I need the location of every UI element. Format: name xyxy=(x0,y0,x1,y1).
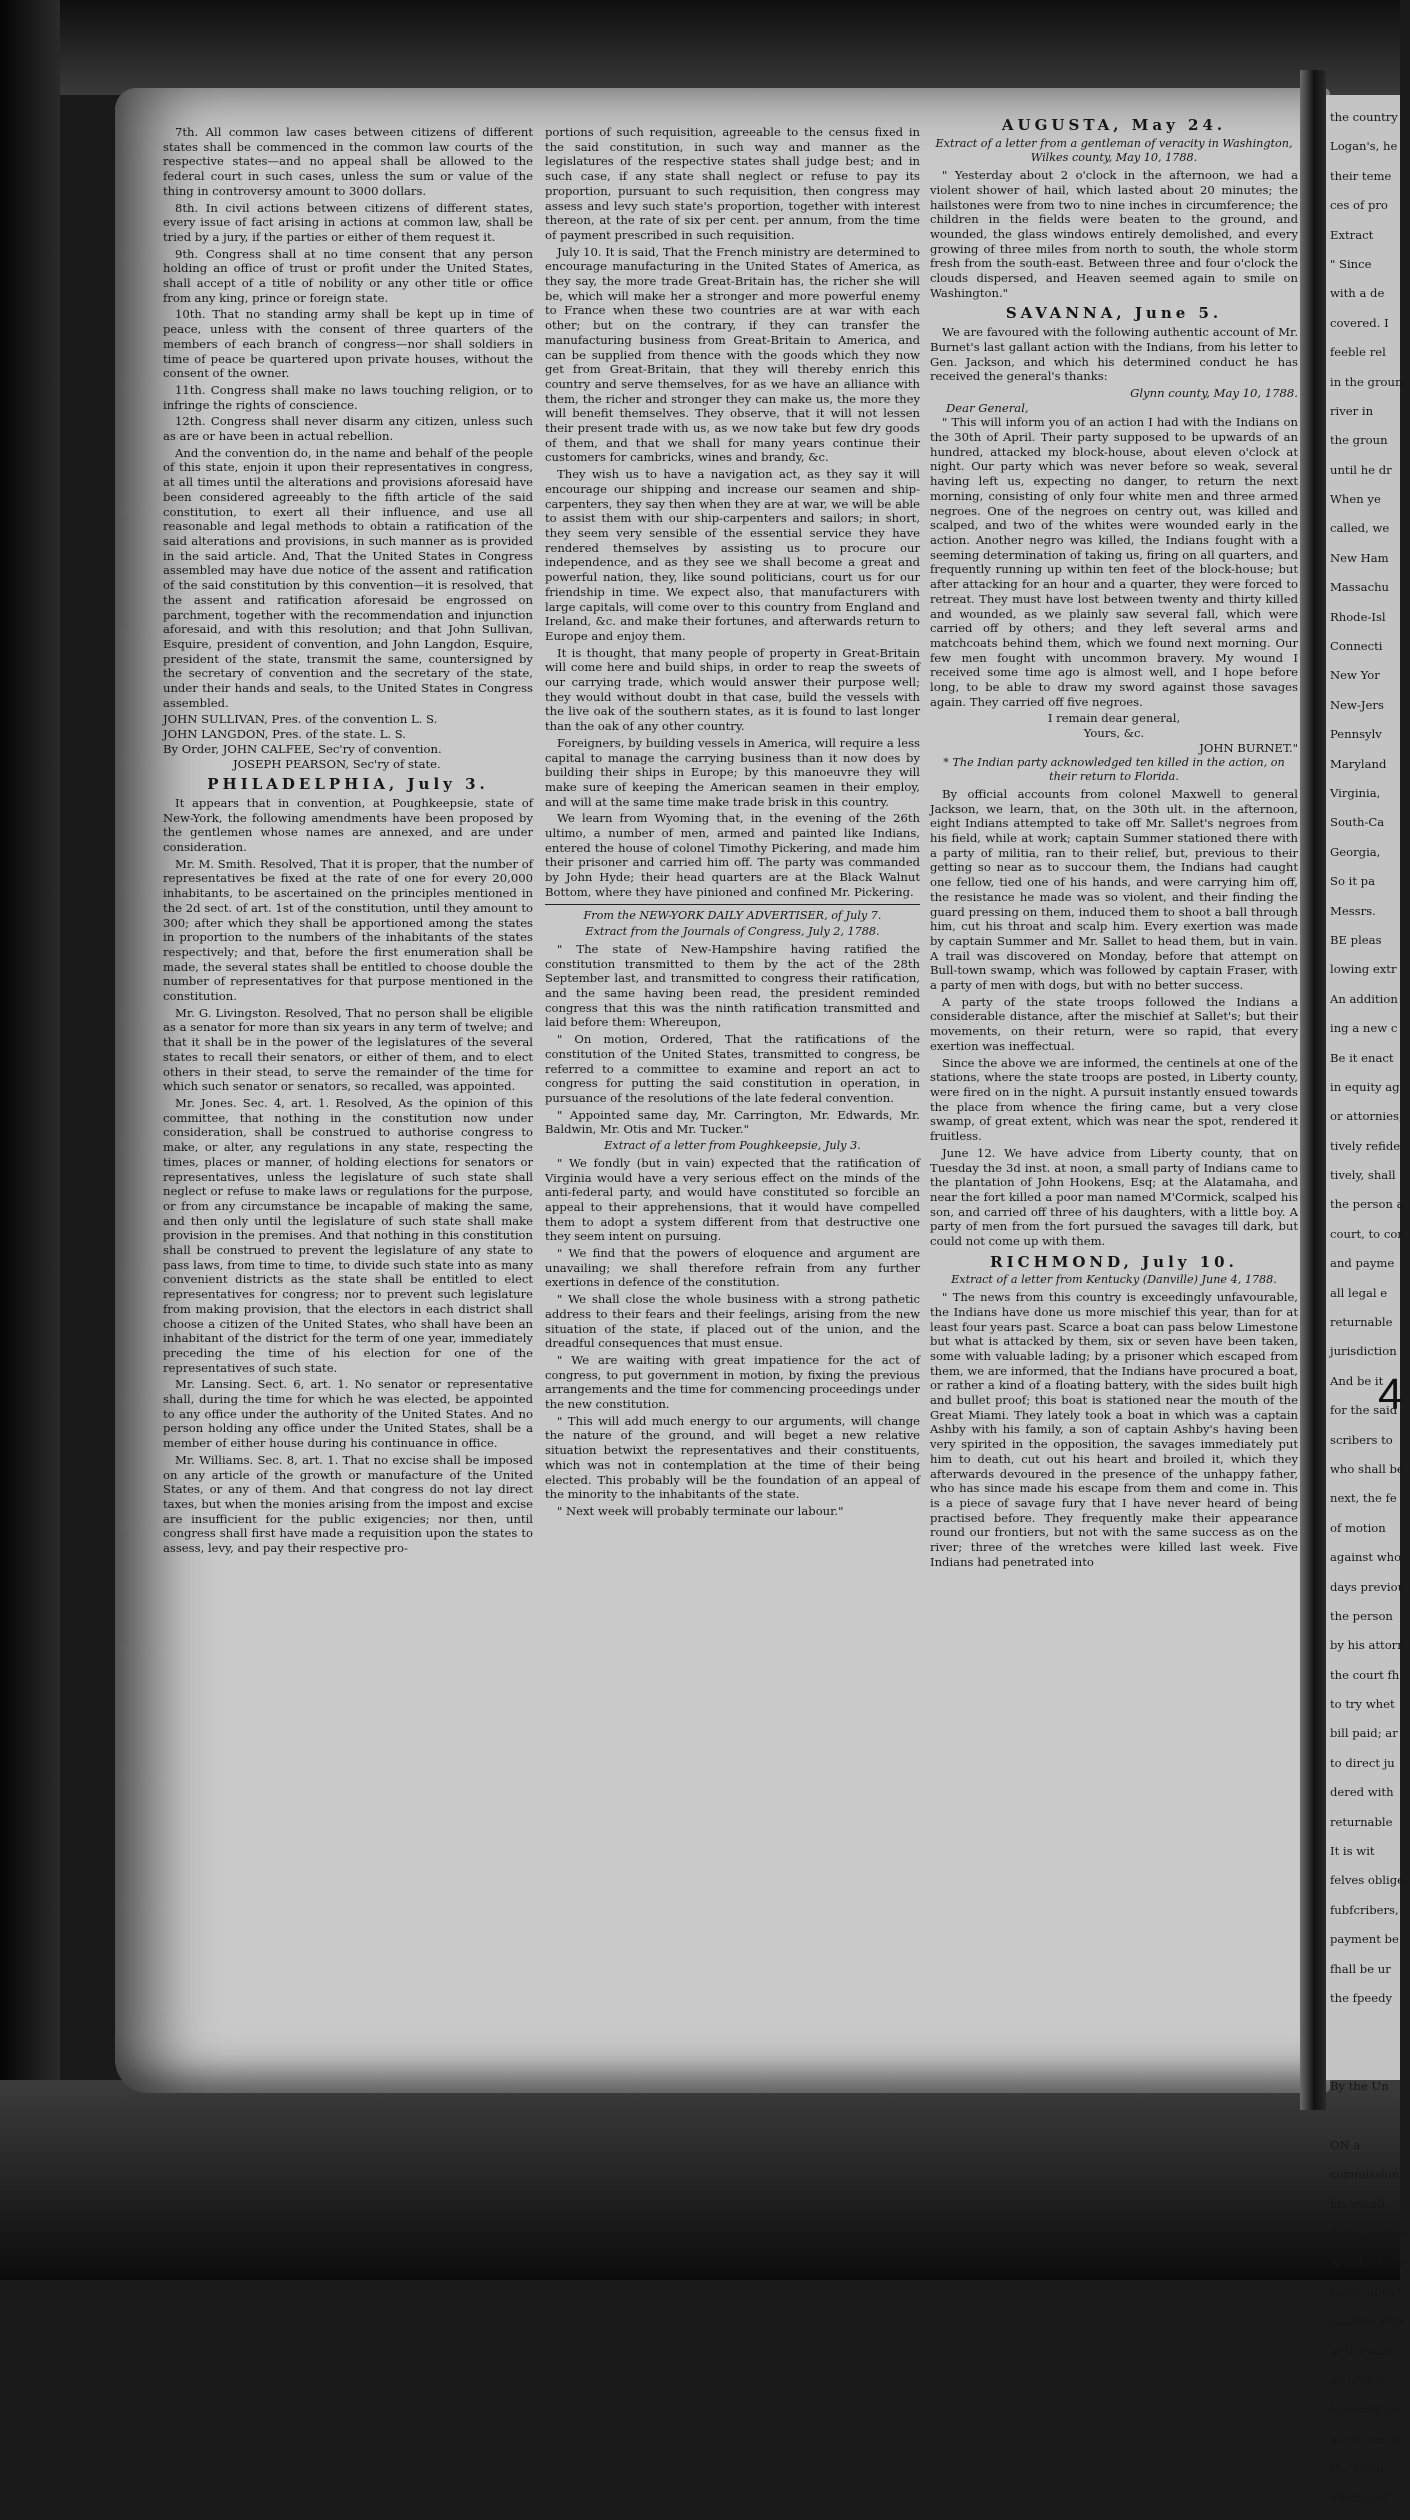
facing-page-line: Messrs. xyxy=(1330,903,1376,918)
article-paragraph: 9th. Congress shall at no time consent that any person holding an office of trust or profit under the United States, shall accept of a title of nobility or any other title or office from any king, prince or foreign state. xyxy=(163,246,533,305)
article-paragraph: " On motion, Ordered, That the ratifications of the constitution of the United States, transmitted to congress, be referred to a committee to examine and report an act to congress for putting the said constitution in operation, in pursuance of the resolutions of the late federal convention. xyxy=(545,1032,920,1105)
signature-line: JOSEPH PEARSON, Sec'ry of state. xyxy=(233,756,441,771)
article-paragraph: " We fondly (but in vain) expected that the ratification of Virginia would have a very serious effect on the minds of the anti-federal party, and would have constituted so forcible an appeal to their apprehensions, that it would have compelled them to adopt a system different from that destructive one they seem intent on pursuing. xyxy=(545,1155,920,1244)
article-paragraph: " We find that the powers of eloquence and argument are unavailing; we shall therefore refrain from any further exertions in defence of the constitution. xyxy=(545,1246,920,1290)
facing-page-line: to direct ju xyxy=(1330,1755,1395,1770)
column-2 xyxy=(545,125,920,1521)
facing-page-line: additional xyxy=(1330,2490,1389,2505)
facing-page-line: felves oblige xyxy=(1330,1873,1405,1888)
facing-page-line: the court fh xyxy=(1330,1667,1400,1682)
article-paragraph: portions of such requisition, agreeable to the census fixed in the said constitution, in such way and manner as the legislatures of the respective states shall judge best; and in such case, if any state shall neglect or refuse to pay its proportion, pursuant to such requisition, then congress may assess and levy such state's proportion, together with interest thereon, at the rate of six per cent. per annum, from the time of payment prescribed in such requisition. xyxy=(545,125,920,242)
facing-page-line: his excell xyxy=(1330,2196,1385,2211)
facing-page-line: New Yor xyxy=(1330,668,1380,683)
facing-page-line xyxy=(1330,2050,1410,2079)
facing-page-line: next, the fe xyxy=(1330,1491,1397,1506)
facing-page-line: And be it xyxy=(1330,1373,1384,1388)
dateline-savanna: SAVANNA, June 5. xyxy=(1005,304,1223,323)
facing-page-line: New-Jers xyxy=(1330,697,1384,712)
article-paragraph: A party of the state troops followed the Indians a considerable distance, after the mischief at Sallet's; but their movements, on their return, were so rapid, that every exertion was ineffectual. xyxy=(930,994,1298,1053)
facing-page-line xyxy=(1330,2020,1410,2049)
signature-line: JOHN LANGDON, Pres. of the state. L. S. xyxy=(163,727,406,742)
facing-page-line: Massachu xyxy=(1330,580,1390,595)
facing-page-line: the fpeedy xyxy=(1330,1991,1393,2005)
facing-page-line xyxy=(1330,2109,1410,2138)
facing-page-line: the country xyxy=(1330,110,1398,124)
article-paragraph: Mr. G. Livingston. Resolved, That no person shall be eligible as a senator for more than six years in any term of twelve; and that it shall be in the power of the legislatures of the several states to recall their senators, or either of them, and to elect others in their stead, to serve the remainder of the time for which such senator or senators, so recalled, was appointed. xyxy=(163,1005,533,1094)
facing-page-line: fhall be ur xyxy=(1330,1961,1391,1976)
facing-page-line: on of the xyxy=(1330,2373,1383,2388)
facing-page-line: in the groun xyxy=(1330,374,1403,389)
article-paragraph: " Appointed same day, Mr. Carrington, Mr. Edwards, Mr. Baldwin, Mr. Otis and Mr. Tucker." xyxy=(545,1107,920,1137)
facing-page-line: An addition xyxy=(1330,991,1398,1006)
facing-page-line: payment be xyxy=(1330,1932,1399,1947)
scan-top-shadow xyxy=(0,0,1400,95)
letter-closing: Yours, &c. xyxy=(1083,726,1145,741)
facing-page-line: Pennsylv xyxy=(1330,727,1382,742)
facing-page-line: until he dr xyxy=(1330,462,1392,477)
article-paragraph: By official accounts from colonel Maxwell to general Jackson, we learn, that, on the 30th ult. in the afternoon, eight Indians attempted to take off Mr. Sallet's negroes from his field, while at work; captain Summer stationed there with a party of militia, ran to their relief, but, previous to their getting so near as to succour them, the Indians had caught one fellow, tied one of his hands, and were carrying him off, the resistance he made was so violent, and their finding the guard pressing on them, induced them to shoot a ball through him, cut his throat and scalp him. Every exertion was made by captain Summer and Mr. Sallet to head them, but in vain. A trail was discovered on Monday, before that attempt on Bull-town swamp, which was followed by captain Fraser, with a party of men with dogs, but with no better success. xyxy=(930,786,1298,993)
facing-page-line: transmit to xyxy=(1330,2402,1396,2417)
binding-gutter xyxy=(1300,70,1326,2110)
facing-page-line: ON a xyxy=(1330,2137,1361,2152)
footnote: * The Indian party acknowledged ten killed in the action, on their return to Florida. xyxy=(943,755,1285,784)
facing-page-line: who shall be xyxy=(1330,1461,1404,1476)
facing-page-line: Logan's, he xyxy=(1330,139,1398,154)
facing-page-line: South-Ca xyxy=(1330,815,1385,830)
article-paragraph: 8th. In civil actions between citizens of different states, every issue of fact arising in actions at common law, shall be tried by a jury, if the parties or either of them request it. xyxy=(163,200,533,244)
column-rule xyxy=(545,904,920,905)
facing-page-line: dated on the xyxy=(1330,2226,1405,2241)
facing-page-line: feeble rel xyxy=(1330,345,1386,360)
article-paragraph: Foreigners, by building vessels in America, will require a less capital to manage the carrying business than it now does by building their ships in Europe; by this manoeuvre they will make sure of keeping the American seamen in their employ, and will at the same time make trade brisk in this country. xyxy=(545,735,920,809)
article-paragraph: They wish us to have a navigation act, as they say it will encourage our shipping and increase our seamen and ship-carpenters, they say then when they are at war, we will be able to assist them with our ship-carpenters and sailors; in short, they seem very sensible of the essential service they have rendered themselves by assisting us to procure our independence, and as they see we shall become a great and powerful nation, they, like sound politicians, court us for our friendship in time. We expect also, that manufacturers with large capitals, will come over to this country from England and Ireland, &c. and make their fortunes, and afterwards return to Europe and enjoy them. xyxy=(545,467,920,643)
article-paragraph: " This will add much energy to our arguments, will change the nature of the ground, and will beget a new relative situation betwixt the representatives and their constituents, which was not in contemplation at the time of their being elected. This probably will be the foundation of an appeal of the minority to the inhabitants of the state. xyxy=(545,1413,920,1502)
facing-page-line: jurisdiction xyxy=(1330,1344,1397,1359)
facing-page-line: by his attorn xyxy=(1330,1638,1405,1653)
facing-page-text xyxy=(1330,110,1410,2520)
article-paragraph: Mr. M. Smith. Resolved, That it is proper, that the number of representatives be fixed at the rate of one for every 20,000 inhabitants, to be ascertained on the principles mentioned in the 2d sect. of art. 1st of the constitution, until they amount to 300; after which they shall be apportioned among the states in proportion to the numbers of the inhabitants of the states respectively; and that, before the first enumeration shall be made, the several states shall be entitled to choose double the number of representatives for that purpose mentioned in the constitution. xyxy=(163,856,533,1004)
article-paragraph: June 12. We have advice from Liberty county, that on Tuesday the 3d inst. at noon, a small party of Indians came to the plantation of John Hookens, Esq; at the Alatamaha, and near the fort killed a poor man named M'Cormick, scalped his son, and carried off three of his daughters, with a little boy. A party of men from the fort pursued the savages till dark, but could not come up with them. xyxy=(930,1145,1298,1249)
letter-signer: JOHN BURNET." xyxy=(1199,740,1298,755)
extract-heading: Extract from the Journals of Congress, July 2, 1788. xyxy=(585,925,880,939)
facing-page-line: Resolved, Th xyxy=(1330,2255,1406,2270)
facing-page-line: bill paid; ar xyxy=(1330,1726,1398,1741)
dateline-richmond: RICHMOND, July 10. xyxy=(990,1252,1238,1271)
facing-page-line: river in xyxy=(1330,403,1374,418)
facing-page-line: in the said xyxy=(1330,2343,1392,2358)
facing-page-line: and payme xyxy=(1330,1256,1395,1271)
facing-page-line: days previou xyxy=(1330,1579,1406,1594)
facing-page-line: Connecti xyxy=(1330,639,1383,654)
facing-page-line: their teme xyxy=(1330,168,1392,183)
facing-page-line: Extract xyxy=(1330,227,1374,242)
dateline-philadelphia: PHILADELPHIA, July 3. xyxy=(207,775,489,794)
article-paragraph: Mr. Jones. Sec. 4, art. 1. Resolved, As the opinion of this committee, that nothing in the constitution now under consideration, shall be construed to authorise congress to make, or alter, any regulations in any state, respecting the times, places or manner, of holding elections for senators or representatives, unless the legislature of such state shall neglect or refuse to make laws or regulations for the purpose, or from any circumstance be incapable of making the same, and then only until the legislature of such state shall make provision in the premises. And that nothing in this constitution shall be construed to prevent the legislature of any state to pass laws, from time to time, to divide such state into as many convenient districts as the state shall be entitled to elect representatives for congress; nor to prevent such legislature from making provision, that the electors in each district shall choose a citizen of the United States, who shall have been an inhabitant of the district for the term of one year, immediately preceding the time of his election for one of the representatives of such state. xyxy=(163,1096,533,1375)
facing-page-line: It is wit xyxy=(1330,1844,1375,1859)
facing-page-line: the person a xyxy=(1330,1197,1404,1212)
facing-page-line: New Ham xyxy=(1330,550,1389,565)
facing-page-line: When ye xyxy=(1330,492,1381,507)
dateline-augusta: AUGUSTA, May 24. xyxy=(1001,116,1227,134)
facing-page-line: all legal e xyxy=(1330,1285,1388,1300)
facing-page-line: members be xyxy=(1330,2314,1403,2329)
facing-page-line: fubfcribers, xyxy=(1330,1902,1399,1917)
column-1 xyxy=(163,125,533,1558)
signature-line: By Order, JOHN CALFEE, Sec'ry of convention. xyxy=(163,741,442,756)
article-paragraph: July 10. It is said, That the French ministry are determined to encourage manufacturing in the United States of America, as they say, the more trade Great-Britain has, the richer she will be, which will make her a stronger and more powerful enemy to France when these two countries are at war with each other; but on the contrary, if they can transfer the manufacturing business from Great-Britain to America, and can be supplied from thence with the goods which they now get from Great-Britain, that they will thereby enrich this country and serve themselves, for as we have an alliance with them, the richer and stronger they can make us, the more they will benefit themselves. They observe, that it will not lessen their present trade with us, as we now take but few dry goods of them, and that we shall for many years continue their customers for cambricks, wines and brandy, &c. xyxy=(545,244,920,465)
facing-page-line: court, to con xyxy=(1330,1226,1405,1241)
article-paragraph: It is thought, that many people of property in Great-Britain will come here and build ships, in order to reap the sweets of our carrying trade, which would answer their purpose well; they would without doubt in that case, build the vessels with the live oak of the southern states, as it is found to last longer than the oak of any other country. xyxy=(545,645,920,734)
column-3 xyxy=(930,112,1298,1572)
facing-page-line: covered. I xyxy=(1330,315,1389,330)
facing-page-line: tively refide xyxy=(1330,1138,1401,1153)
facing-page-line: with a de xyxy=(1330,286,1385,301)
facing-page-line: missioner o xyxy=(1330,2431,1398,2446)
page-number: 4 xyxy=(1378,1370,1403,1419)
source-line: From the NEW-YORK DAILY ADVERTISER, of July 7. xyxy=(583,908,882,922)
facing-page-line: dered with xyxy=(1330,1785,1394,1800)
article-paragraph: " The state of New-Hampshire having ratified the constitution transmitted to them by the act of the 28th September last, and transmitted to congress their ratification, and the same having been read, the president reminded congress that this was the ninth ratification transmitted and laid before them: Whereupon, xyxy=(545,941,920,1030)
article-paragraph: Mr. Lansing. Sect. 6, art. 1. No senator or representative shall, during the time for which he was elected, be appointed to any office under the authority of the United States. And no person holding any office under the United States, shall be a member of either house during his continuance in office. xyxy=(163,1377,533,1451)
extract-heading: Extract of a letter from Poughkeepsie, July 3. xyxy=(604,1139,861,1153)
facing-page-line: Rhode-Isl xyxy=(1330,609,1386,624)
facing-page-line: So it pa xyxy=(1330,874,1375,889)
facing-page-line: returnable xyxy=(1330,1814,1393,1829)
facing-page-line: for the said xyxy=(1330,1403,1398,1418)
facing-page-line: tively, shall xyxy=(1330,1168,1396,1183)
facing-page-line: BE pleas xyxy=(1330,932,1382,947)
scan-bottom-shadow xyxy=(0,2080,1400,2280)
facing-page-line: returnable xyxy=(1330,1315,1393,1330)
signature-line: JOHN SULLIVAN, Pres. of the convention L. S. xyxy=(163,712,438,727)
letter-salutation: Dear General, xyxy=(946,400,1029,415)
article-paragraph: 12th. Congress shall never disarm any citizen, unless such as are or have been in actual rebellion. xyxy=(163,414,533,444)
facing-page-line: By the Un xyxy=(1330,2079,1389,2094)
article-paragraph: 7th. All common law cases between citizens of different states shall be commenced in the common law courts of the respective states—and no appeal shall be allowed to the federal court in such cases, unless the sum or value of the thing in controversy amount to 3000 dollars. xyxy=(163,125,533,198)
facing-page-line: called, we xyxy=(1330,521,1390,536)
letter-heading: Glynn county, May 10, 1788. xyxy=(1130,385,1298,400)
article-paragraph: " This will inform you of an action I had with the Indians on the 30th of April. Their party supposed to be upwards of an hundred, attacked my block-house, about eleven o'clock at night. Our party which was never before so weak, several having left us, expecting no danger, to return the next morning, consisting of only four white men and three armed negroes. One of the negroes on centry out, was killed and scalped, and two of the whites were wounded early in the action. Another negro was killed, the Indians fought with a seeming determination of taking us, firing on all quarters, and frequently running up within ten feet of the block-house; but after attacking for an hour and a quarter, they were forced to retreat. They must have lost between twenty and thirty killed and wounded, as we plainly saw several fall, which were carried off by others; and they left several arms and matchcoats behind them, which we found next morning. Our few men fought with uncommon bravery. My wound I received some time ago is almost well, and I hope before long, to be able to draw my sword against those savages again. They carried off five negroes. xyxy=(930,415,1298,709)
facing-page-line: Be it enact xyxy=(1330,1050,1394,1065)
article-paragraph: We learn from Wyoming that, in the evening of the 26th ultimo, a number of men, armed and painted like Indians, entered the house of colonel Timothy Pickering, and made him their prisoner and carried him off. The party was commanded by John Hyde; their head quarters are at the Black Walnut Bottom, where they have pinioned and confined Mr. Pickering. xyxy=(545,811,920,899)
facing-page-line: Maryland xyxy=(1330,756,1387,771)
facing-page-line: " Since xyxy=(1330,256,1372,271)
facing-page-line: against who xyxy=(1330,1550,1402,1565)
article-paragraph: " Yesterday about 2 o'clock in the afternoon, we had a violent shower of hail, which lasted about 20 minutes; the hailstones were from two to nine inches in circumference; the children in the fields were beaten to the ground, and wounded, the glass windows entirely demolished, and every growing of three miles from north to south, the whole storm fresh from the south-east. Between three and four o'clock the clouds dispersed, and Heaven seemed again to smile on Washington." xyxy=(930,168,1298,300)
article-paragraph: We are favoured with the following authentic account of Mr. Burnet's last gallant action with the Indians, from his letter to Gen. Jackson, and which his determined conduct he has received the general's thanks: xyxy=(930,325,1298,384)
facing-page-line: lowing extr xyxy=(1330,962,1397,977)
article-paragraph: " The news from this country is exceedingly unfavourable, the Indians have done us more mischief this year, than for at least four years past. Scarce a boat can pass below Limestone but what is attacked by them, six or seven have been taken, some with valuable lading; by a prisoner which escaped from them, we are informed, that the Indians have procured a boat, or rather a kind of a floating battery, with the sides built high and bullet proof; this boat is stationed near the mouth of the Great Miami. They lately took a boat in which was a captain Ashby with his family, a son of captain Ashby's having been very spirited in the opposition, the savages immediately put him to death, cut out his heart and broiled it, which they afterwards devoured in the presence of the unhappy father, who has since made his escape from them and come in. This is a piece of savage fury that I have never heard of being practised before. They frequently make their appearance round our frontiers, but not with the same success as on the river; three of the wretches were killed last week. Five Indians had penetrated into xyxy=(930,1290,1298,1569)
facing-page-line: in equity ag xyxy=(1330,1079,1400,1094)
facing-page-line: ing a new c xyxy=(1330,1021,1398,1036)
article-paragraph: " We shall close the whole business with a strong pathetic address to their fears and their feelings, arising from the new situation of the state, if placed out of the union, and the dreadful consequences that must ensue. xyxy=(545,1292,920,1351)
facing-page-line: Georgia, xyxy=(1330,844,1381,859)
article-paragraph: Mr. Williams. Sec. 8, art. 1. That no excise shall be imposed on any article of the growth or manufacture of the United States, or any of them. And that congress do not lay direct taxes, but when the monies arising from the impost and excise are insufficient for the public exigencies; nor then, until congress shall first have made a requisition upon the states to assess, levy, and pay their respective pro- xyxy=(163,1452,533,1556)
facing-page-line: of motion xyxy=(1330,1520,1386,1535)
facing-page-line: the person xyxy=(1330,1608,1393,1623)
article-paragraph: Since the above we are informed, the centinels at one of the stations, where the state troops are posted, in Liberty county, were fired on in the night. A pursuit instantly ensued towards the place from whence the firing came, but a very close swamp, of great extent, which was near the spot, rendered it fruitless. xyxy=(930,1055,1298,1144)
facing-page-line: to try whet xyxy=(1330,1697,1395,1712)
facing-page-line: the groun xyxy=(1330,433,1388,448)
facing-page-line: Virginia, xyxy=(1330,785,1381,800)
article-paragraph: " Next week will probably terminate our labour." xyxy=(557,1503,844,1518)
facing-page-line: ces of pro xyxy=(1330,198,1388,213)
extract-heading: Extract of a letter from Kentucky (Danville) June 4, 1788. xyxy=(951,1273,1277,1287)
facing-page-line: scribers to xyxy=(1330,1432,1393,1447)
facing-page-line: commission xyxy=(1330,2167,1400,2182)
article-paragraph: 11th. Congress shall make no laws touching religion, or to infringe the rights of conscience. xyxy=(163,382,533,412)
facing-page-line: the ordin xyxy=(1330,2461,1384,2476)
article-paragraph: 10th. That no standing army shall be kept up in time of peace, unless with the consent of three quarters of the members of each branch of congress—nor shall soldiers in time of peace be quartered upon private houses, without the consent of the owner. xyxy=(163,307,533,381)
article-paragraph: " We are waiting with great impatience for the act of congress, to put government in motion, by fixing the previous arrangements and the time for commencing proceedings under the new constitution. xyxy=(545,1352,920,1412)
article-paragraph: And the convention do, in the name and behalf of the people of this state, enjoin it upon their representatives in congress, at all times until the alterations and provisions aforesaid have been considered agreeably to the fifth article of the said constitution, to exert all their influence, and use all reasonable and legal methods to obtain a ratification of the said alterations and provisions, in such manner as is provided in the said article. And, That the United States in Congress assembled may have due notice of the assent and ratification of the said constitution by this convention—it is resolved, that the assent and ratification aforesaid be engrossed on parchment, together with the recommendation and injunction aforesaid, and with this resolution; and that John Sullivan, Esquire, president of convention, and John Langdon, Esquire, president of the state, transmit the same, countersigned by the secretary of convention and the secretary of the state, under their hands and seals, to the United States in Congress assembled. xyxy=(163,445,533,710)
article-paragraph: It appears that in convention, at Poughkeepsie, state of New-York, the following amendments have been proposed by the gentlemen whose names are annexed, and are under consideration. xyxy=(163,795,533,855)
facing-page-line: or attornies, xyxy=(1330,1109,1403,1124)
scan-left-shadow xyxy=(0,0,60,2280)
letter-closing: I remain dear general, xyxy=(1047,711,1181,726)
facing-page-line: rance of th xyxy=(1330,2284,1395,2299)
extract-heading: Extract of a letter from a gentleman of veracity in Washington, Wilkes county, May 10, 1788. xyxy=(935,136,1293,165)
